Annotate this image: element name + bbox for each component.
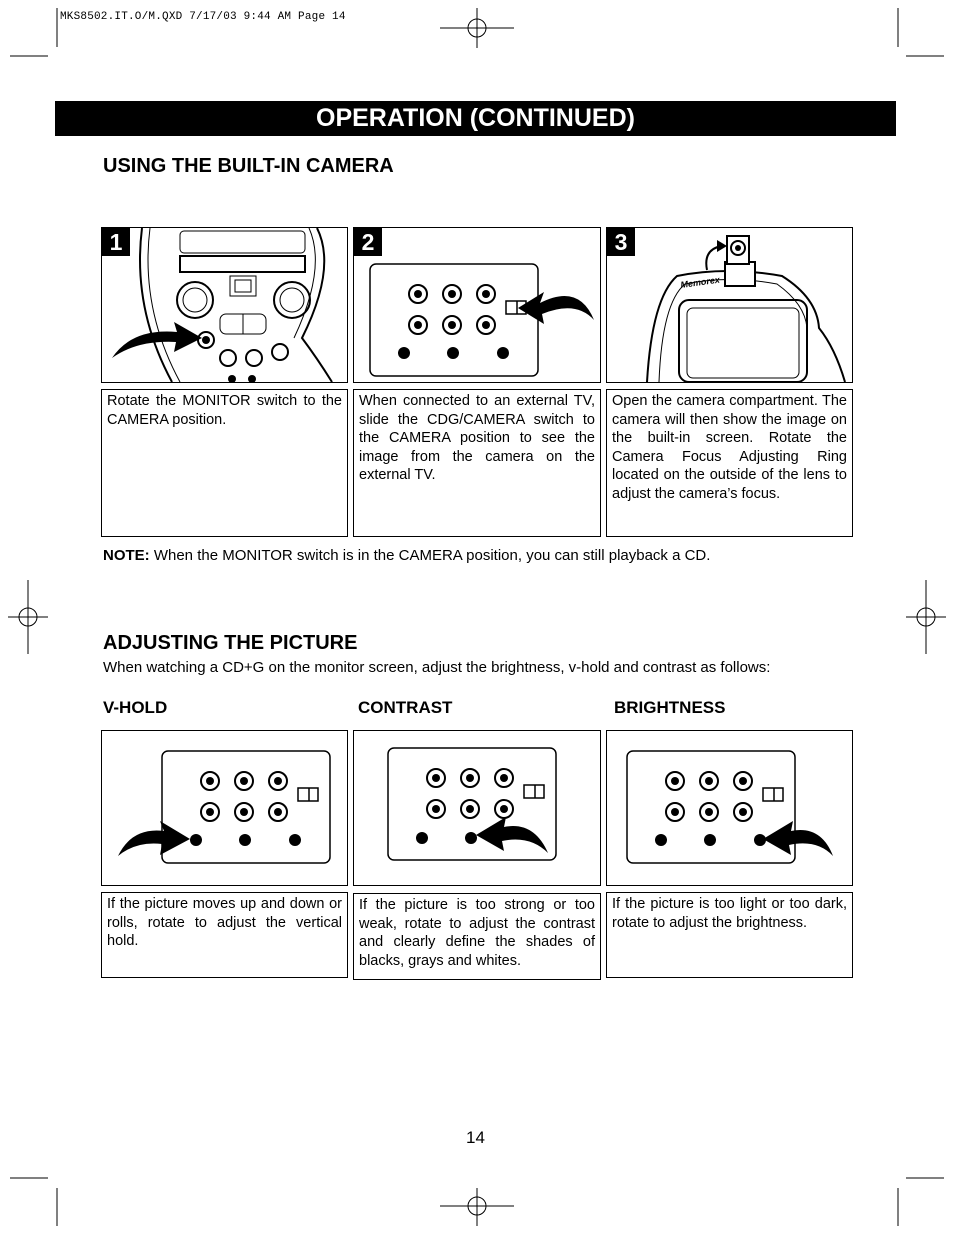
camera-note (103, 547, 710, 564)
step-1-figure (101, 227, 348, 383)
step-3-text: Open the camera compartment. The camera will then show the image on the built-in screen. Rotate the Camera Focus Adjusting Ring located on the outside of the lens to adjust the camera’s focus. (606, 389, 853, 537)
step-1-text: Rotate the MONITOR switch to the CAMERA position. (101, 389, 348, 537)
v-hold-knob-illustration (102, 731, 347, 885)
step-number-1: 1 (102, 228, 130, 256)
contrast-figure (353, 730, 601, 886)
file-slug: MKS8502.IT.O/M.QXD 7/17/03 9:44 AM Page 14 (60, 11, 346, 23)
cdg-camera-switch-illustration (354, 228, 600, 382)
camera-compartment-illustration (607, 228, 852, 382)
step-3-figure (606, 227, 853, 383)
label-contrast: CONTRAST (358, 698, 453, 717)
v-hold-text: If the picture moves up and down or rolls, rotate to adjust the vertical hold. (101, 892, 348, 978)
brightness-text: If the picture is too light or too dark, rotate to adjust the brightness. (606, 892, 853, 978)
page-header: OPERATION (CONTINUED) (55, 101, 896, 136)
section-title-picture: ADJUSTING THE PICTURE (103, 632, 358, 654)
memorex-logo: Memorex (679, 274, 721, 290)
note-label: NOTE: (103, 547, 150, 564)
brightness-knob-illustration (607, 731, 852, 885)
step-2-text: When connected to an external TV, slide the CDG/CAMERA switch to the CAMERA position to see the image from the camera on the external TV. (353, 389, 601, 537)
label-v-hold: V-HOLD (103, 698, 168, 717)
brightness-figure (606, 730, 853, 886)
step-2-figure (353, 227, 601, 383)
page-number: 14 (466, 1128, 485, 1147)
monitor-switch-illustration (102, 228, 347, 382)
section-title-camera: USING THE BUILT-IN CAMERA (103, 155, 394, 177)
note-text: When the MONITOR switch is in the CAMERA position, you can still playback a CD. (149, 547, 711, 564)
v-hold-figure (101, 730, 348, 886)
contrast-knob-illustration (354, 731, 600, 885)
picture-intro: When watching a CD+G on the monitor screen, adjust the brightness, v-hold and contrast as follows: (103, 659, 771, 676)
step-number-3: 3 (607, 228, 635, 256)
step-number-2: 2 (354, 228, 382, 256)
label-brightness: BRIGHTNESS (614, 698, 726, 717)
contrast-text: If the picture is too strong or too weak, rotate to adjust the contrast and clearly define the shades of blacks, grays and whites. (353, 893, 601, 980)
